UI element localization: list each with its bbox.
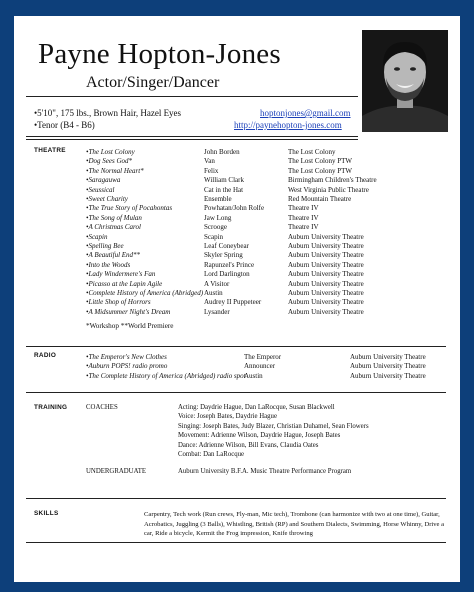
section-divider [26,139,358,140]
credit-role: Van [204,157,215,166]
website-link[interactable]: http://paynehopton-jones.com [234,120,342,130]
credit-role: Scapin [204,232,224,241]
credit-row [14,167,460,176]
coaches-label: COACHES [86,404,118,411]
header-divider [26,96,358,97]
credit-role: Scrooge [204,223,227,232]
credit-show: •Spelling Bee [86,242,124,250]
email-link[interactable]: hoptonjones@gmail.com [260,108,351,118]
credit-show: •Scapin [86,232,108,241]
credit-role: Audrey II Puppeteer [204,298,262,307]
credit-row [14,280,460,289]
credit-show: •The Lost Colony [86,148,135,156]
credit-show: •The Song of Mulan [86,213,142,222]
credit-show: •Dog Sees God* [86,157,132,166]
credit-show: •Lady Windermere's Fan [86,270,156,279]
headshot-photo [362,30,448,132]
resume-subtitle: Actor/Singer/Dancer [86,74,220,91]
footer-divider [26,542,446,543]
credit-row [14,270,460,279]
credit-role: Austin [204,289,223,297]
credit-show: •Sweet Charity [86,195,128,203]
credit-row [14,308,460,317]
credit-show: •A Beautiful End** [86,251,141,260]
resume-page [14,16,460,582]
coach-line: Combat: Dan LaRocque [178,451,245,458]
credit-role: The Emperor [244,353,282,361]
credit-venue: Auburn University Theatre [288,298,364,307]
credit-show: •Picasso at the Lapin Agile [86,279,163,288]
credit-role: Austin [244,371,263,380]
coach-line: Singing: Joseph Bates, Judy Blazer, Christian Duhamel, Sean Flowers [178,422,369,430]
section-divider [26,346,446,347]
credit-row [14,362,460,371]
credit-role: Rapunzel's Prince [204,260,255,269]
coach-line: Movement: Adrienne Wilson, Daydrie Hague, Joseph Bates [178,432,341,440]
credit-venue: Auburn University Theatre [350,362,426,371]
credit-row [14,242,460,251]
training-heading: TRAINING [34,404,68,411]
credit-row [14,195,460,204]
credit-show: •A Christmas Carol [86,223,141,232]
credit-venue: Auburn University Theatre [288,307,364,316]
credit-row [14,353,460,362]
coach-line: Acting: Daydrie Hague, Dan LaRocque, Susan Blackwell [178,404,335,411]
credit-role: William Clark [204,176,244,185]
section-divider [26,392,446,393]
credit-venue: Auburn University Theatre [288,242,364,250]
credit-venue: Auburn University Theatre [288,279,364,288]
credit-role: Skyler Spring [204,251,243,260]
credit-venue: The Lost Colony PTW [288,166,352,175]
credit-role: A Visitor [204,279,230,288]
credit-row [14,223,460,232]
credit-show: •Seussical [86,185,115,194]
credit-show: •A Midsummer Night's Dream [86,307,171,316]
credit-show: •The True Story of Pocahontas [86,204,173,213]
credit-venue: Birmingham Children's Theatre [288,176,377,185]
credit-venue: The Lost Colony [288,148,336,156]
credit-venue: West Virginia Public Theatre [288,185,369,194]
undergraduate-program: Auburn University B.F.A. Music Theatre Performance Program [178,468,352,475]
credit-venue: Theatre IV [288,204,319,213]
credit-venue: Auburn University Theatre [288,270,364,279]
vocal-range: •Tenor (B4 - B6) [34,120,95,130]
section-divider [26,136,358,137]
credit-role: Powhatan/John Rolfe [204,204,265,213]
credit-venue: Theatre IV [288,213,319,222]
credit-show: •Little Shop of Horrors [86,298,151,307]
credit-role: Leaf Coneybear [204,242,249,250]
credit-role: Felix [204,166,219,175]
credit-row [14,176,460,185]
credit-row [14,289,460,298]
credit-show: •The Complete History of America (Abridged) radio spot [86,371,246,380]
credit-venue: Auburn University Theatre [350,353,426,361]
credit-row [14,233,460,242]
credit-row [14,372,460,381]
credit-row [14,157,460,166]
credit-venue: Auburn University Theatre [288,251,364,260]
credit-row [14,214,460,223]
credit-show: •Into the Woods [86,260,131,269]
credit-role: Jaw Long [204,213,232,222]
credit-row [14,251,460,260]
undergraduate-label: UNDERGRADUATE [86,468,147,475]
radio-heading: RADIO [34,352,57,359]
credit-row [14,186,460,195]
theatre-footnote: *Workshop **World Premiere [86,322,174,330]
credit-venue: Auburn University Theatre [350,371,426,380]
credit-row [14,148,460,157]
credit-venue: Auburn University Theatre [288,232,364,241]
credit-venue: Auburn University Theatre [288,289,364,297]
credit-venue: Red Mountain Theatre [288,195,352,203]
credit-venue: Auburn University Theatre [288,260,364,269]
credit-show: •Complete History of America (Abridged) [86,289,204,297]
credit-role: Cat in the Hat [204,185,244,194]
credit-role: John Borden [204,148,240,156]
credit-show: •Auburn POPS! radio promo [86,362,168,371]
credit-venue: Theatre IV [288,223,319,232]
credit-row [14,298,460,307]
credit-row [14,204,460,213]
credit-show: •The Normal Heart* [86,166,144,175]
coach-line: Dance: Adrienne Wilson, Bill Evans, Claudia Oates [178,441,319,449]
theatre-heading: THEATRE [34,147,66,154]
credit-venue: The Lost Colony PTW [288,157,352,166]
resume-name: Payne Hopton-Jones [38,38,281,70]
credit-role: Announcer [244,362,276,371]
credit-show: •Saragauwa [86,176,121,185]
credit-role: Ensemble [204,195,232,203]
credit-row [14,261,460,270]
credit-show: •The Emperor's New Clothes [86,353,167,361]
section-divider [26,498,446,499]
skills-heading: SKILLS [34,510,59,517]
skills-text: Carpentry, Tech work (Run crews, Fly-man, Mic tech), Trombone (can harmonize with two at one time), Guitar, Acrobatics, Juggling (3 Balls), Whistling, British (RP) and Southern Dialects, Swimming, Horse Whinny, Drive a car, Ride a bicycle, Kermit the Frog impression, Knife throwing [144,511,445,538]
coach-line: Voice: Joseph Bates, Daydrie Hague [178,413,277,421]
credit-role: Lysander [204,307,230,316]
physical-stats: •5'10", 175 lbs., Brown Hair, Hazel Eyes [34,108,182,118]
credit-role: Lord Darlington [204,270,250,279]
